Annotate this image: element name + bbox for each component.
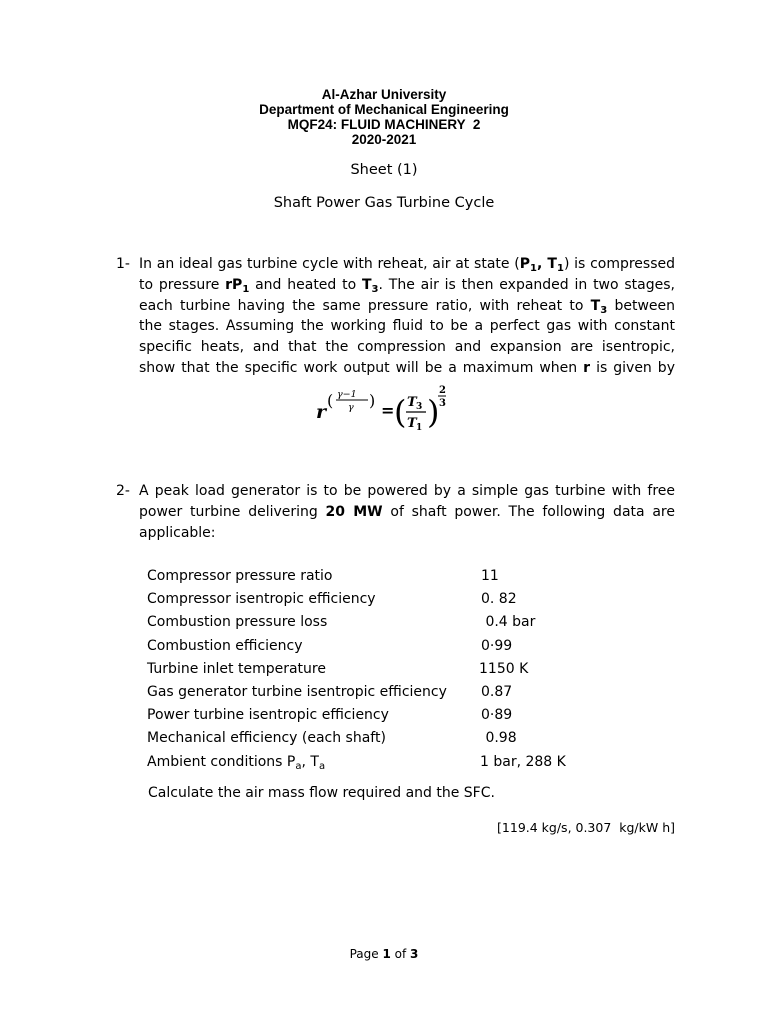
formula-rhs-den-sub: 1: [416, 423, 423, 433]
formula-exp-right-paren: ): [369, 391, 376, 410]
data-value: 0.98: [481, 730, 517, 747]
subject-title: Shaft Power Gas Turbine Cycle: [273, 195, 495, 211]
data-value: 0·99: [481, 637, 513, 654]
formula-exp-denominator: γ: [348, 402, 354, 413]
data-label: Mechanical efficiency (each shaft): [147, 730, 386, 747]
data-value: 1150 K: [479, 660, 529, 677]
data-label-ambient: Ambient conditions $P_a$, $T_a$: [147, 753, 326, 772]
data-label: Compressor pressure ratio: [147, 568, 333, 584]
maximum-work-formula: [312, 384, 462, 436]
question-1-number: 1-: [116, 256, 130, 272]
q2-line-1: A peak load generator is to be powered by a simple gas turbine with free: [139, 483, 675, 499]
data-label: Combustion efficiency: [147, 637, 303, 654]
data-label: Power turbine isentropic efficiency: [147, 707, 389, 724]
formula-rhs-num-t: T: [407, 395, 417, 410]
data-value: 0.4 bar: [481, 614, 536, 631]
course-name: MQF24: FLUID MACHINERY 2: [287, 117, 481, 132]
q1-line-1: In an ideal gas turbine cycle with reheat, air at state ($P_1$, $T_1$) is compressed: [139, 256, 676, 274]
data-table: [147, 566, 577, 775]
question-1-text: [139, 254, 675, 379]
question-2-number: 2-: [116, 483, 130, 499]
data-label: Gas generator turbine isentropic efficiency: [147, 683, 447, 700]
page-total: 3: [410, 947, 419, 961]
formula-exp-left-paren: (: [327, 391, 334, 410]
formula-exp-numerator: γ−1: [337, 389, 357, 400]
data-label: Turbine inlet temperature: [147, 660, 326, 677]
q2-line-2: power turbine delivering 20 MW of shaft power. The following data are: [139, 503, 675, 520]
answer-key: [119.4 kg/s, 0.307 kg/kW h]: [497, 820, 675, 835]
data-value: 11: [481, 568, 499, 584]
data-row-ambient: [147, 752, 577, 775]
data-row: [147, 612, 577, 635]
q1-line-6: show that the specific work output will be a maximum when r is given by: [139, 359, 675, 376]
data-row: [147, 682, 577, 705]
formula-equals: =: [381, 401, 395, 420]
data-value: 0.87: [481, 683, 513, 700]
data-value: 0·89: [481, 707, 513, 724]
question-2-text: [139, 481, 675, 543]
page-word: Page: [349, 947, 383, 961]
data-label: Combustion pressure loss: [147, 614, 328, 631]
q1-line-2: to pressure $rP_1$ and heated to $T_3$. The air is then expanded in two stages,: [139, 276, 675, 295]
department-name: Department of Mechanical Engineering: [259, 102, 509, 117]
data-value: 0. 82: [481, 591, 517, 608]
data-row: [147, 589, 577, 612]
data-row: [147, 705, 577, 728]
data-row: [147, 728, 577, 751]
formula-power-denominator: 3: [439, 398, 446, 409]
formula-rhs-right-paren: ): [427, 393, 440, 431]
of-word: of: [390, 947, 411, 961]
academic-year: 2020-2021: [351, 132, 417, 147]
q2-line-3: applicable:: [139, 524, 216, 541]
formula-rhs-num-sub: 3: [416, 402, 423, 412]
data-value-ambient: 1 bar, 288 K: [480, 753, 566, 770]
q1-line-5: specific heats, and that the compression and expansion are isentropic,: [139, 339, 675, 356]
formula-power-numerator: 2: [439, 385, 446, 396]
data-row: [147, 659, 577, 682]
q1-line-4: the stages. Assuming the working fluid to be a perfect gas with constant: [139, 318, 675, 335]
sheet-title: Sheet (1): [350, 162, 418, 178]
formula-rhs-left-paren: (: [394, 393, 407, 431]
formula-rhs-den-t: T: [407, 416, 417, 431]
calculation-instruction: Calculate the air mass flow required and the SFC.: [148, 785, 495, 801]
university-name: Al-Azhar University: [321, 87, 447, 102]
formula-base-r: r: [316, 401, 327, 423]
q1-line-3: each turbine having the same pressure ratio, with reheat to $T_3$ between: [139, 297, 675, 316]
page-footer: [0, 947, 768, 961]
data-row: [147, 636, 577, 659]
data-row: [147, 566, 577, 589]
data-label: Compressor isentropic efficiency: [147, 591, 376, 608]
page-current: 1: [382, 947, 391, 961]
